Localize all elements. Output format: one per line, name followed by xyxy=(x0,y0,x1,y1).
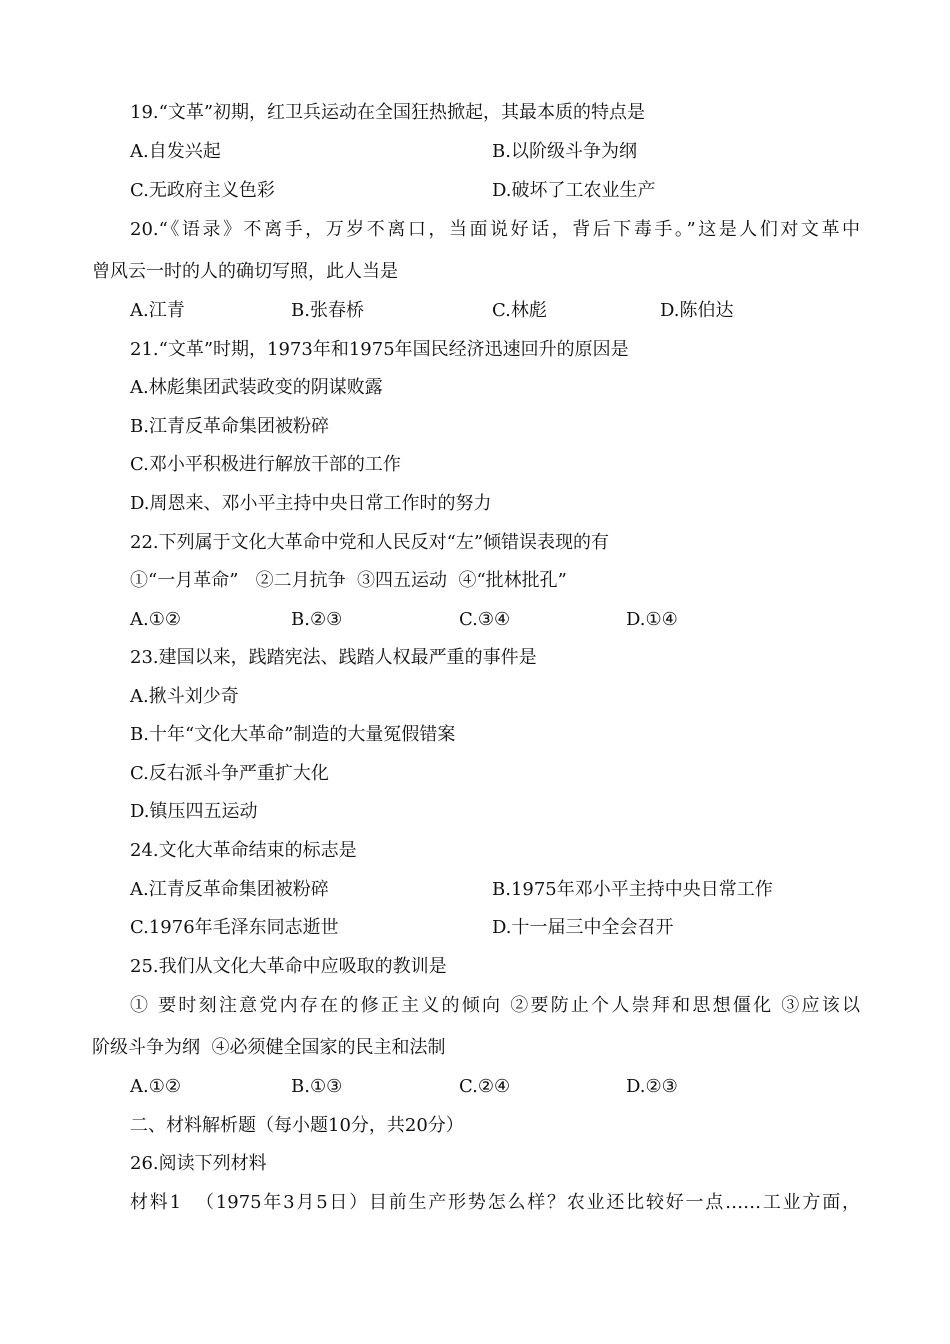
question-25-items-line1: ① 要时刻注意党内存在的修正主义的倾向 ②要防止个人崇拜和思想僵化 ③应该以 xyxy=(130,995,860,1016)
question-24-option-d: D.十一届三中全会召开 xyxy=(492,917,674,938)
question-21-option-c: C.邓小平积极进行解放干部的工作 xyxy=(130,454,401,475)
question-22-items: ①“一月革命” ②二月抗争 ③四五运动 ④“批林批孔” xyxy=(130,570,567,591)
question-24-option-c: C.1976年毛泽东同志逝世 xyxy=(130,917,339,938)
question-21-stem: 21.“文革”时期，1973年和1975年国民经济迅速回升的原因是 xyxy=(130,339,629,360)
question-23-option-c: C.反右派斗争严重扩大化 xyxy=(130,763,329,784)
question-22-option-c: C.③④ xyxy=(459,609,511,630)
question-20-option-d: D.陈伯达 xyxy=(660,300,734,321)
question-21-option-a: A.林彪集团武装政变的阴谋败露 xyxy=(130,377,383,398)
question-26-material-1: 材料1 （1975年3月5日）目前生产形势怎么样？农业还比较好一点……工业方面， xyxy=(130,1192,860,1213)
question-19-option-c: C.无政府主义色彩 xyxy=(130,180,275,201)
question-25-stem: 25.我们从文化大革命中应吸取的教训是 xyxy=(130,956,447,977)
question-19-option-a: A.自发兴起 xyxy=(130,141,221,162)
question-24-stem: 24.文化大革命结束的标志是 xyxy=(130,840,357,861)
question-20-option-b: B.张春桥 xyxy=(291,300,364,321)
question-25-option-d: D.②③ xyxy=(626,1076,678,1097)
question-25-option-b: B.①③ xyxy=(291,1076,343,1097)
question-23-option-d: D.镇压四五运动 xyxy=(130,801,258,822)
question-19-option-d: D.破坏了工农业生产 xyxy=(492,180,656,201)
question-26-stem: 26.阅读下列材料 xyxy=(130,1153,267,1174)
question-23-option-a: A.揪斗刘少奇 xyxy=(130,686,239,707)
question-19-option-b: B.以阶级斗争为纲 xyxy=(492,141,637,162)
question-25-items-line2: 阶级斗争为纲 ④必须健全国家的民主和法制 xyxy=(92,1037,446,1058)
question-22-option-b: B.②③ xyxy=(291,609,343,630)
question-25-option-c: C.②④ xyxy=(459,1076,511,1097)
section-2-heading: 二、材料解析题（每小题10分，共20分） xyxy=(130,1115,464,1136)
question-24-option-b: B.1975年邓小平主持中央日常工作 xyxy=(492,879,773,900)
question-23-stem: 23.建国以来，践踏宪法、践踏人权最严重的事件是 xyxy=(130,647,537,668)
question-25-option-a: A.①② xyxy=(130,1076,181,1097)
question-22-option-d: D.①④ xyxy=(626,609,678,630)
question-20-option-c: C.林彪 xyxy=(492,300,547,321)
question-19-stem: 19.“文革”初期，红卫兵运动在全国狂热掀起，其最本质的特点是 xyxy=(130,102,646,123)
question-20-stem-line1: 20.“《语录》不离手，万岁不离口，当面说好话，背后下毒手。”这是人们对文革中 xyxy=(130,219,860,240)
question-23-option-b: B.十年“文化大革命”制造的大量冤假错案 xyxy=(130,724,456,745)
question-24-option-a: A.江青反革命集团被粉碎 xyxy=(130,879,329,900)
question-22-stem: 22.下列属于文化大革命中党和人民反对“左”倾错误表现的有 xyxy=(130,532,610,553)
question-20-option-a: A.江青 xyxy=(130,300,185,321)
question-20-stem-line2: 曾风云一时的人的确切写照，此人当是 xyxy=(92,261,398,282)
question-21-option-d: D.周恩来、邓小平主持中央日常工作时的努力 xyxy=(130,493,492,514)
question-22-option-a: A.①② xyxy=(130,609,181,630)
question-21-option-b: B.江青反革命集团被粉碎 xyxy=(130,416,329,437)
